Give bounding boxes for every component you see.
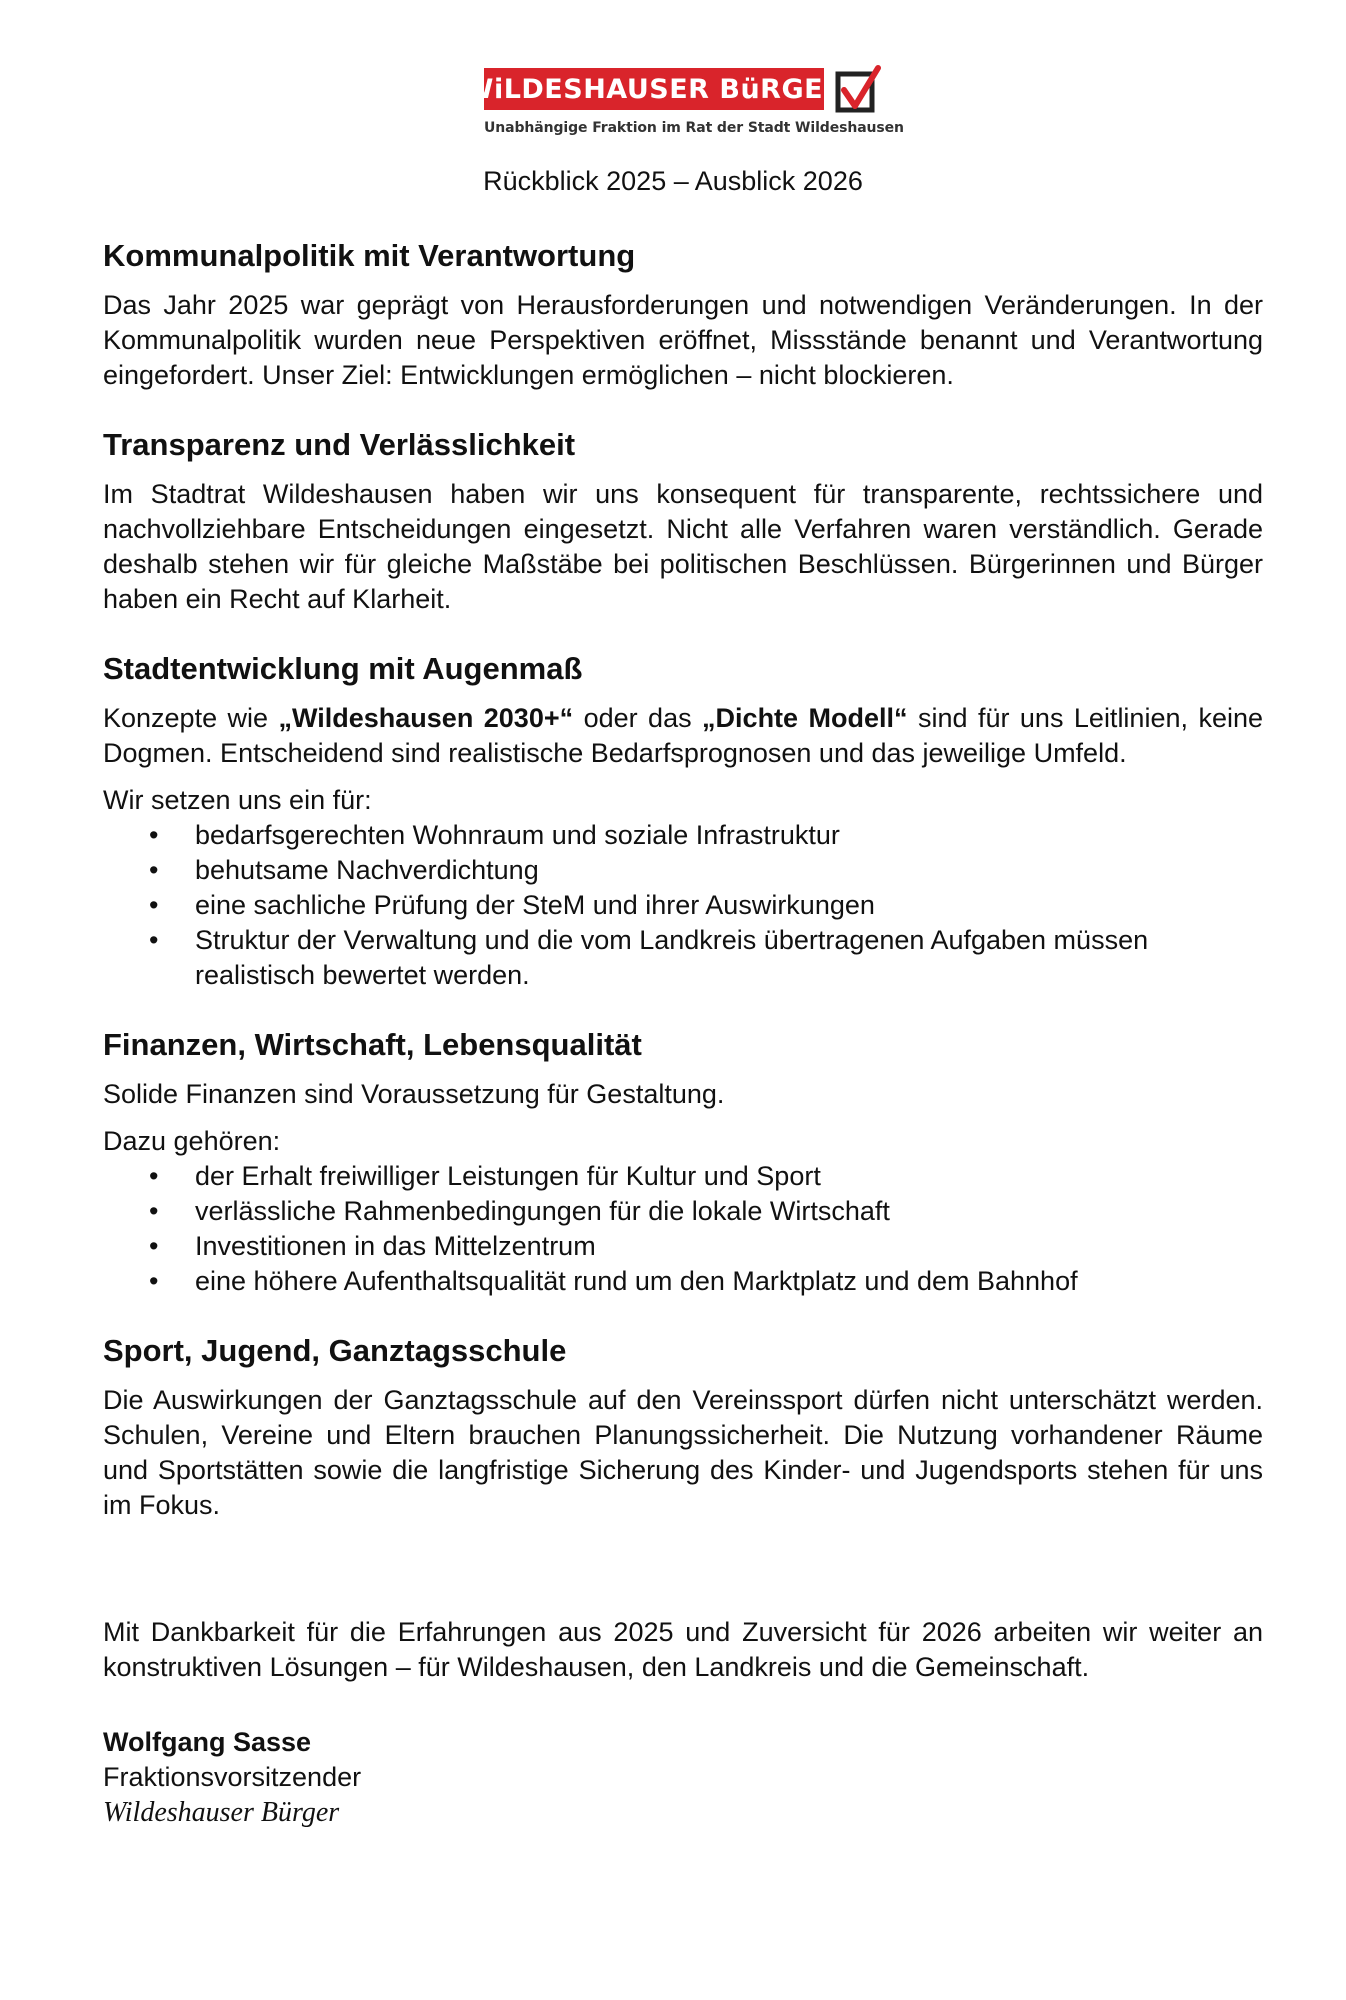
closing-paragraph: Mit Dankbarkeit für die Erfahrungen aus 2025 und Zuversicht für 2026 arbeiten wir weiter an konstruktiven Lösungen – für Wildeshausen, den Landkreis und die Gemeinschaft. bbox=[103, 1617, 1263, 1682]
section-paragraph: Solide Finanzen sind Voraussetzung für Gestaltung. bbox=[103, 1079, 725, 1109]
list-intro: Wir setzen uns ein für: bbox=[103, 785, 372, 815]
section-stadtentwicklung bbox=[103, 649, 1263, 993]
bullet-icon: • bbox=[149, 1161, 159, 1191]
section-heading: Stadtentwicklung mit Augenmaß bbox=[103, 651, 583, 686]
section-paragraph: Im Stadtrat Wildeshausen haben wir uns konsequent für transparente, rechtssichere und nachvollziehbare Entscheidungen eingesetzt. Nicht alle Verfahren waren verständlich. Gerade deshalb stehen wir für gleiche Maßstäbe bei politischen Beschlüssen. Bürgerinnen und Bürger haben ein Recht auf Klarheit. bbox=[103, 479, 1263, 614]
list-item-text: verlässliche Rahmenbedingungen für die lokale Wirtschaft bbox=[195, 1196, 890, 1226]
text-run: Konzepte wie bbox=[103, 703, 279, 733]
bullet-icon: • bbox=[149, 820, 159, 850]
party-logo bbox=[463, 64, 904, 144]
concept-name: „Dichte Modell“ bbox=[702, 703, 908, 733]
section-heading: Kommunalpolitik mit Verantwortung bbox=[103, 238, 636, 273]
bullet-icon: • bbox=[149, 925, 159, 955]
bullet-icon: • bbox=[149, 1196, 159, 1226]
section-sport bbox=[103, 1331, 1263, 1523]
section-paragraph: Das Jahr 2025 war geprägt von Herausforderungen und notwendigen Veränderungen. In der Kommunalpolitik wurden neue Perspektiven eröffnet, Missstände benannt und Verantwortung eingefordert. Unser Ziel: Entwicklungen ermöglichen – nicht blockieren. bbox=[103, 290, 1263, 390]
text-run: oder das bbox=[573, 703, 703, 733]
list-item-text: Struktur der Verwaltung und die vom Landkreis übertragenen Aufgaben müssen realistisch bewertet werden. bbox=[195, 925, 1149, 990]
list-item bbox=[103, 923, 1263, 993]
list-item bbox=[103, 1264, 1263, 1299]
list-item-text: eine sachliche Prüfung der SteM und ihrer Auswirkungen bbox=[195, 890, 875, 920]
list-item bbox=[103, 853, 1263, 888]
bullet-icon: • bbox=[149, 1231, 159, 1261]
document-body bbox=[103, 236, 1263, 1830]
bullet-list bbox=[103, 818, 1263, 993]
bullet-icon: • bbox=[149, 1266, 159, 1296]
text-run: sind für uns Leitlinien, keine Dogmen. Entscheidend sind realistische Bedarfsprognosen und das jeweilige Umfeld. bbox=[103, 703, 1263, 768]
section-heading: Transparenz und Verlässlichkeit bbox=[103, 427, 576, 462]
section-transparenz bbox=[103, 425, 1263, 617]
signature-name: Wolfgang Sasse bbox=[103, 1727, 312, 1757]
bullet-icon: • bbox=[149, 890, 159, 920]
concept-name: „Wildeshausen 2030+“ bbox=[278, 703, 574, 733]
section-paragraph bbox=[103, 701, 1263, 771]
section-heading: Finanzen, Wirtschaft, Lebensqualität bbox=[103, 1027, 642, 1062]
list-item bbox=[103, 1229, 1263, 1264]
list-item-text: behutsame Nachverdichtung bbox=[195, 855, 539, 885]
bullet-icon: • bbox=[149, 855, 159, 885]
list-intro: Dazu gehören: bbox=[103, 1126, 281, 1156]
document-title: Rückblick 2025 – Ausblick 2026 bbox=[483, 166, 863, 196]
list-item bbox=[103, 1159, 1263, 1194]
list-item-text: bedarfsgerechten Wohnraum und soziale Infrastruktur bbox=[195, 820, 840, 850]
logo-banner: WiLDESHAUSER BüRGER bbox=[484, 68, 824, 110]
signature-organization: Wildeshauser Bürger bbox=[103, 1797, 340, 1828]
section-finanzen bbox=[103, 1025, 1263, 1299]
section-heading: Sport, Jugend, Ganztagsschule bbox=[103, 1333, 567, 1368]
list-item-text: eine höhere Aufenthaltsqualität rund um den Marktplatz und dem Bahnhof bbox=[195, 1266, 1078, 1296]
checkbox-check-icon bbox=[834, 64, 882, 114]
list-item-text: Investitionen in das Mittelzentrum bbox=[195, 1231, 596, 1261]
spacer bbox=[103, 1555, 1263, 1615]
list-item bbox=[103, 888, 1263, 923]
section-paragraph: Die Auswirkungen der Ganztagsschule auf den Vereinssport dürfen nicht unterschätzt werden. Schulen, Vereine und Eltern brauchen Planungssicherheit. Die Nutzung vorhandener Räume und Sportstätten sowie die langfristige Sicherung des Kinder- und Jugendsports stehen für uns im Fokus. bbox=[103, 1385, 1263, 1520]
signature-role: Fraktionsvorsitzender bbox=[103, 1762, 362, 1792]
section-kommunalpolitik bbox=[103, 236, 1263, 393]
list-item bbox=[103, 1194, 1263, 1229]
list-item bbox=[103, 818, 1263, 853]
logo-tagline: Unabhängige Fraktion im Rat der Stadt Wildeshausen bbox=[484, 120, 904, 136]
bullet-list bbox=[103, 1159, 1263, 1299]
list-item-text: der Erhalt freiwilliger Leistungen für Kultur und Sport bbox=[195, 1161, 821, 1191]
